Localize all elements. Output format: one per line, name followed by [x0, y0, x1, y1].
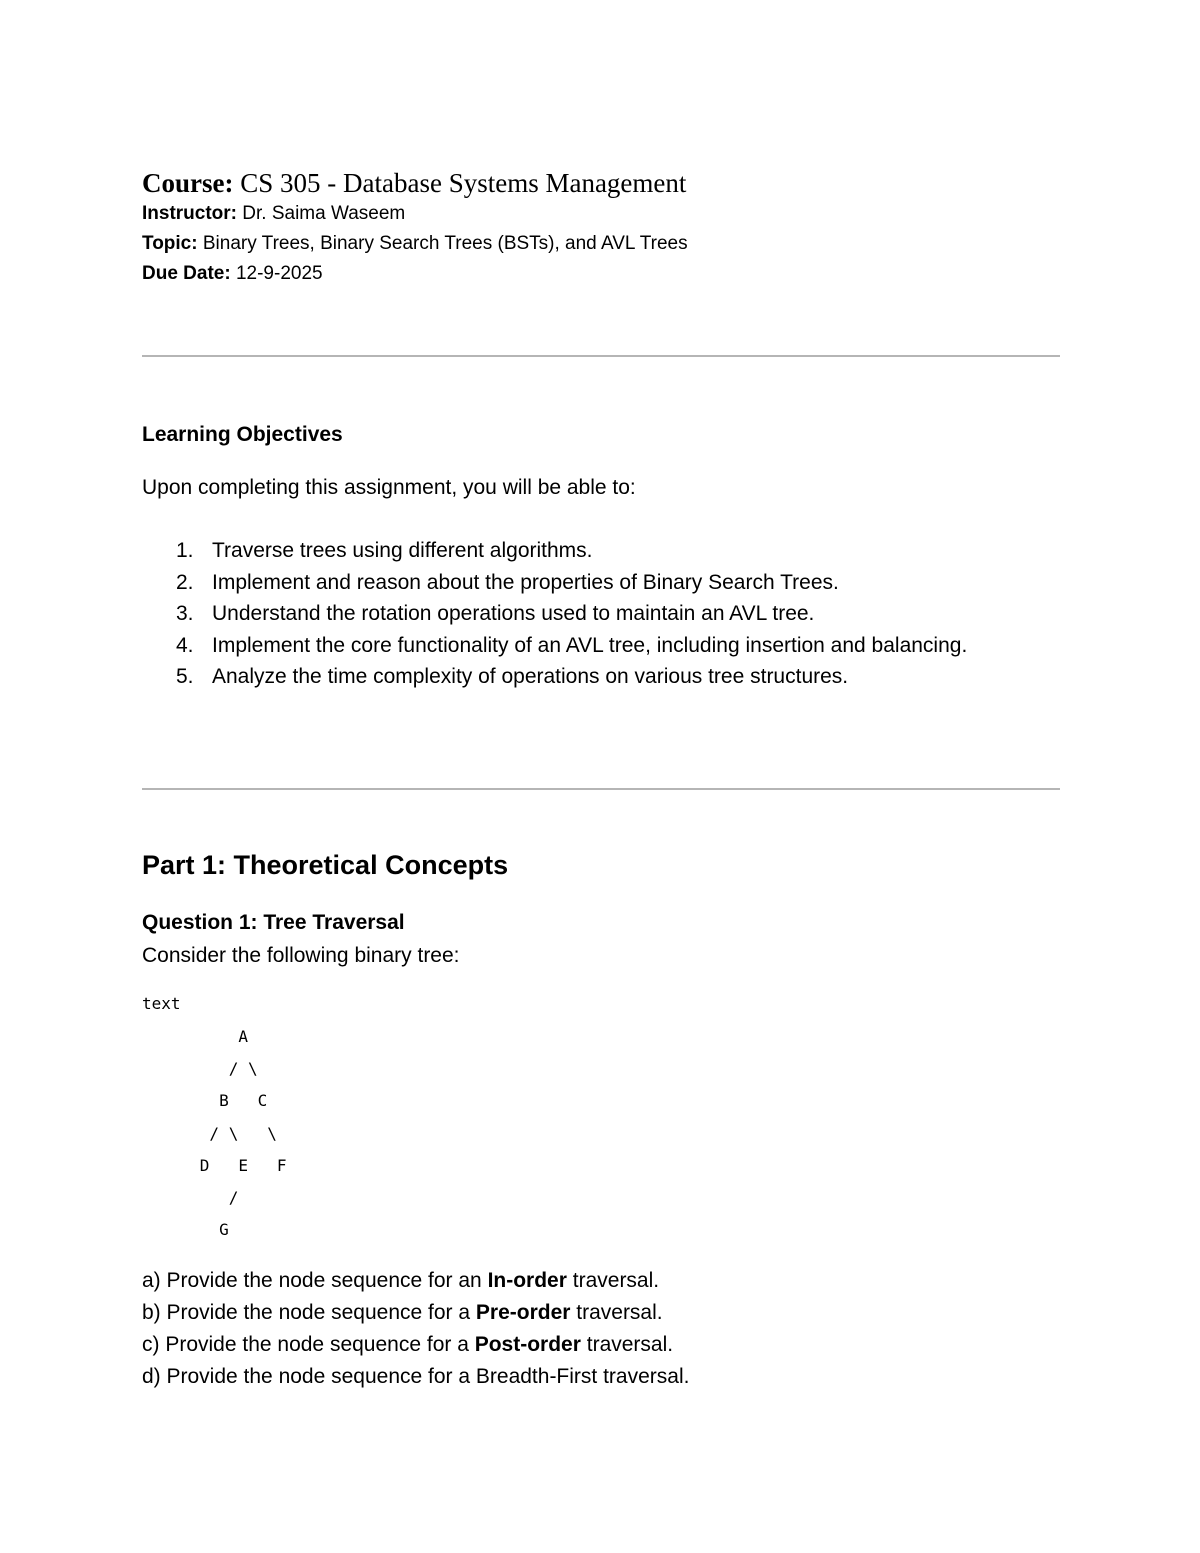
- task-text: d) Provide the node sequence for a: [142, 1365, 476, 1388]
- part-title: Part 1: Theoretical Concepts: [142, 850, 509, 880]
- task-text: traversal.: [570, 1301, 663, 1324]
- task-text: traversal.: [580, 1333, 674, 1356]
- due-date-line: [142, 263, 323, 285]
- question-title: Question 1: Tree Traversal: [142, 911, 405, 934]
- task-line-b: [142, 1301, 663, 1325]
- task-line-c: [142, 1333, 673, 1357]
- course-line: [142, 168, 686, 199]
- task-emphasis: In-order: [487, 1269, 567, 1292]
- list-item: [142, 535, 992, 567]
- list-item: [142, 630, 992, 662]
- topic-label: Topic:: [142, 233, 198, 254]
- task-emphasis: Post-order: [474, 1333, 581, 1356]
- course-label: Course:: [142, 168, 234, 198]
- objectives-intro: Upon completing this assignment, you will be able to:: [142, 476, 636, 499]
- instructor-label: Instructor:: [142, 203, 237, 224]
- list-number: 2.: [176, 570, 194, 594]
- divider: [142, 355, 1060, 357]
- code-language-label: text: [142, 994, 181, 1013]
- list-text: Traverse trees using different algorithms.: [212, 539, 593, 562]
- task-text: b) Provide the node sequence for a: [142, 1301, 476, 1324]
- list-text: Implement the core functionality of an AVL tree, including insertion and balancing.: [212, 633, 968, 657]
- task-emphasis: Pre-order: [475, 1301, 571, 1324]
- instructor-line: [142, 203, 405, 225]
- tree-diagram: A / \ B C / \ \ D E F / G: [199, 1027, 287, 1240]
- list-text: Analyze the time complexity of operations on various tree structures.: [212, 665, 849, 688]
- objectives-heading: Learning Objectives: [142, 423, 343, 446]
- task-line-d: [142, 1365, 689, 1389]
- list-number: 1.: [176, 539, 194, 562]
- objectives-list: [142, 535, 992, 693]
- list-item: [142, 567, 992, 599]
- question-intro: Consider the following binary tree:: [142, 944, 460, 967]
- divider: [142, 788, 1060, 790]
- task-text: c) Provide the node sequence for a: [142, 1333, 475, 1356]
- topic-line: [142, 233, 688, 255]
- task-text: Breadth-First traversal.: [475, 1365, 690, 1388]
- list-item: [142, 598, 992, 630]
- list-text: Understand the rotation operations used to maintain an AVL tree.: [212, 602, 815, 625]
- task-text: a) Provide the node sequence for an: [142, 1269, 488, 1292]
- course-value: CS 305 - Database Systems Management: [240, 168, 687, 198]
- list-number: 4.: [176, 633, 194, 657]
- task-line-a: [142, 1269, 659, 1293]
- list-text: Implement and reason about the properties of Binary Search Trees.: [212, 570, 839, 594]
- instructor-value: Dr. Saima Waseem: [242, 203, 406, 224]
- task-text: traversal.: [566, 1269, 660, 1292]
- list-item: [142, 661, 992, 693]
- due-date-value: 12-9-2025: [235, 263, 323, 284]
- due-date-label: Due Date:: [142, 263, 231, 284]
- list-number: 5.: [176, 665, 194, 688]
- list-number: 3.: [176, 602, 194, 625]
- topic-value: Binary Trees, Binary Search Trees (BSTs), and AVL Trees: [202, 233, 688, 254]
